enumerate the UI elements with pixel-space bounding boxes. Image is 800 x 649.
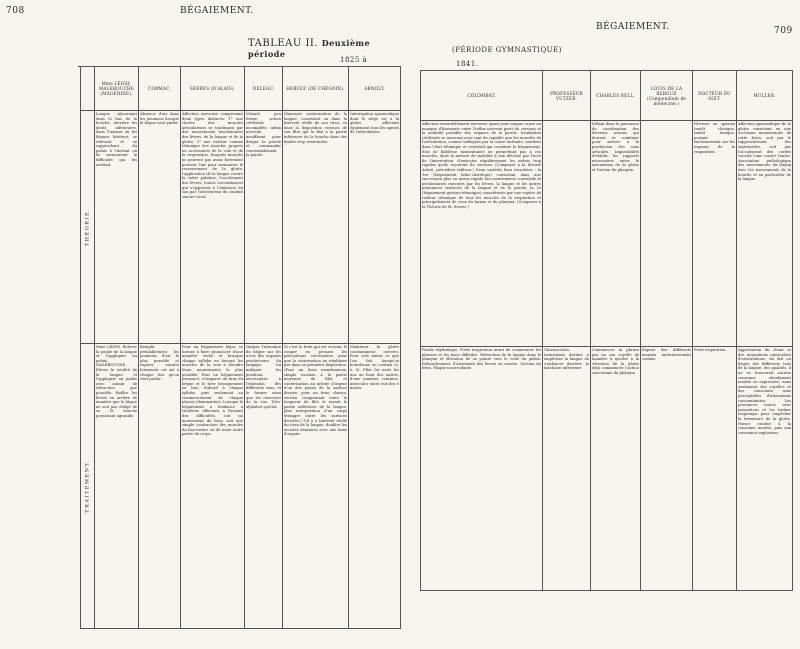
col-header: HERVEZ (DE CHÉGOIN). — [283, 67, 349, 111]
cell: Remplir préalablement les poumons d'air le plus possible et expirer ensuite fortement cet air à chaque fois qu'on veut parler. — [139, 344, 181, 629]
row-label-traitement — [81, 344, 95, 629]
cell: Affection essentiellement nerveuse ayant pour unique cause un manque d'harmonie entre l'influx nerveux parti du cerveau et la mobilité possible des organes de la parole. Irradiation cérébrale se mouvant avec tant de rapidité que les muscles de l'articulation, comme suffoqués par la cause incitante, tombent dans l'état tétanique et convulsif qui constitue le bégaiement. État de faiblesse momentanée ne permettant pas à ces muscles, dans la mesure de mobilité à eux dévolue par l'acte de l'innervation, d'exécuter régulièrement les ordres trop rapides qu'ils reçoivent du cerveau. (Comparer à la théorie Astrié, précédent tableau.) Deux variétés bien tranchées : la 1re (bégaiement labio-choréique) consistant dans une succession plus ou moins rapide des mouvements convulsifs et involontaires exécutés par les lèvres, la langue et les autres puissances motrices de la langue et de la parole; la 2e (bégaiement gutturo-tétanique) caractérisée par une espèce de roideur tétanique de tous les muscles de la respiration et principalement de ceux du larynx et du pharynx. (Comparer à la Théorie de M. Serres.) — [421, 121, 543, 347]
col-header: Mme LEIGH, MALEBOUCHE (MAGENDIE). — [95, 67, 139, 111]
row-label-text: TRAITEMENT. — [84, 459, 91, 513]
cell: Absence d'air dans les poumons lorsque le bègue veut parler. — [139, 111, 181, 344]
right-running-title: BÉGAIEMENT. — [596, 22, 670, 32]
cell: Parole rhythmique. Forte inspiration avant de commencer les phrases et les mots difficiles. Rétraction de la langue dans le pharynx et élévation de sa pointe vers le voile du palais. Rebouchement. Écartement des lèvres en arrière. Section du frein. Plaque incorrodante. — [421, 347, 543, 591]
cell: Pour un bégaiement léger, se borner à faire prononcer d'une manière sèche et brusque chaque syllabe en forçant les muscles de la voix à étendre leurs mouvements le plus possible. Pour un bégaiement prononcé, s'emparer du bras du bègue et le tirer brusquement en bas, d'abord à chaque syllabe, puis seulement au commencement de chaque phrase (dominantes). Lorsque le bégaiement a tendance à récidiver, effectuer, à l'instant des difficultés, soit un mouvement du bras, soit une simple contraction des muscles du bas-ventre ou de toute autre partie du corps. — [181, 344, 245, 629]
col-header: CORMAC. — [139, 67, 181, 111]
left-page-number: 708 — [6, 6, 25, 16]
corner-cell — [81, 67, 95, 111]
col-header: ARNOLT. — [349, 67, 401, 111]
left-table — [80, 66, 401, 629]
right-header-row — [421, 71, 793, 121]
cell: Glossoscahos. Instrument destiné à empêcher la langue de s'enfoncer derrière la mâchoire inférieure. — [543, 347, 591, 591]
cell: Diriger l'attention du bègue sur les actes des organes producteurs du langage, lui indiquer les positions nécessaires à l'émission des différents sons, et le former ainsi que les exercices de la vue. Très-alphabet spécial. — [245, 344, 283, 629]
row-label-text: THÉORIE. — [84, 207, 91, 247]
col-header: PROFESSEUR VUTZER. — [543, 71, 591, 121]
col-header: SERRES (D'ALAIS). — [181, 67, 245, 111]
cell — [641, 121, 693, 347]
col-header: CHARLES BELL. — [591, 71, 641, 121]
left-header-row — [81, 67, 401, 111]
col-header: DELEAU. — [245, 67, 283, 111]
cell: Exposé des différents moyens antérieurement connus. — [641, 347, 693, 591]
cell: Si c'est le frein qui est vicieux, le couper en prenant les précautions nécessaires pour que la cicatrisation ne rétablisse pas dans sa première disposition. (Pour un frein membraneux, simple incision à la partie moyenne du filet, et cautérisation au nitrate d'argent d'un des points de la surface divisée; pour un frein charnu, section comprenant toute la longueur du filet et rasant la partie inférieure de la langue, plus interposition d'un corps étranger entre les surfaces divisées.) S'il y a brièveté réelle du tissu de la langue, doubler les arcades dentaires avec une lame d'argent. — [283, 344, 349, 629]
table-title-text: TABLEAU II. — [248, 38, 319, 49]
cell: Approbation du chant et des intonations intercalées d'articulations, du fait ou bègue des différents tons de la langue, des qualités, il ne se trouverait aucune consonne absolument muette ou expressive, mais seulement des voyelles et des consonnes sans perceptibles d'intonations concomitantes. Les prononcer toutes avec intonations et les traîner longtemps pour empêcher la fermeture de la glotte. Passer ensuite à la consonne muette, puis aux consonnes explosives. — [737, 347, 793, 591]
col-header: MULLER. — [737, 71, 793, 121]
cell: Commencer la phrase par un son voyelle de manière à ajouter à la vibration de la glotte déjà commencée l'action souveraine du pharynx. — [591, 347, 641, 591]
table-title — [248, 38, 400, 60]
cell: Affection spasmodique de la glotte consistant en une occlusion momentanée de cette fente, soit par le rapprochement des aryténoïdes, soit par l'accolement des cordes vocales l'une contre l'autre. Association pathologique des mouvements du larynx avec les mouvements de la bouche et en particulier de la langue. — [737, 121, 793, 347]
cell: Névrose ou spasme tantôt clonique, tantôt tonique, portant exclusivement sur les organes de la respiration. — [693, 121, 737, 347]
traitement-row-right — [421, 347, 793, 591]
cell: Volonté peu ferme; action cérébrale incomplète, influx nerveux insuffisant pour diriger la parole et commander convenablement la parole. — [245, 111, 283, 344]
cell: Mme LEIGH. Relever la pointe de la langue et l'appliquer au palais. MALEBOUCHE. Élever la totalité de la langue et l'appliquer au palais avec autant de rétraction que possible. Bailler les lèvres en arrière de manière que le bègue ne soit pas obligé de se la bouche poraissant agrandie. — [95, 344, 139, 629]
cell: Mauvaise conformation de la langue, consistant ou dans la brièveté réelle de son tissu, ou dans la disposition vicieuse de son filet qui la fixe à la partie inférieure de la bouche dans des limites trop restreintes. — [283, 111, 349, 344]
cell: Affection nerveuse comprenant deux types distincts: 1° une chorée des muscles articulateurs se traduisant par des mouvements involontaires des lèvres, de la langue et de la glotte; 2° une roideur comme tétanique des muscles propres ou accessoires de la voix et de la respiration, lesquels muscles ne peuvent pas assez fortement pousser l'air pour surmonter le resserrement de la glotte, l'application de la langue contre la voûte palatine, l'accolement des lèvres, toutes circonstances qui s'opposent à l'émission du son par l'obstruction du conduit sonore vocal. — [181, 111, 245, 344]
row-label-theorie — [81, 111, 95, 344]
right-page-number: 709 — [774, 26, 793, 36]
cell: Maintenir la glotte constamment ouverte. Pour cela tenter ce que l'on fait lorsqu'on bourdonne en continu (è, è, è). Filer les mots les uns au bout des autres, d'une manière continue, intercaler entre eux des è muets. — [349, 344, 401, 629]
table-subtitle: Deuxième période — [248, 38, 371, 59]
cell: Interruption spasmodique dont le siège est à la glotte, affectant également tous les agents de l'articulation. — [349, 111, 401, 344]
col-header: DOCTEUR DU SOIT. — [693, 71, 737, 121]
cell — [543, 121, 591, 347]
right-date: 1841. — [456, 60, 479, 68]
theorie-row — [81, 111, 401, 344]
theorie-row-right — [421, 121, 793, 347]
col-header: COLOMBAT. — [421, 71, 543, 121]
cell: Forte inspiration. — [693, 347, 737, 591]
left-date: 1825 à — [340, 56, 368, 64]
col-header: LOUIS DE LA BERGUE (Compendium de médecine.) — [641, 71, 693, 121]
right-table — [420, 70, 793, 591]
traitement-row — [81, 344, 401, 629]
cell: Langue séjournant dans le bas de la bouche, derrière les dents inférieures, dans l'instant où les bègues hésitent; se relevant et se rapprochant du palais à l'instant où ils surmontent la difficulté qui les arrêtait. — [95, 111, 139, 344]
period-label: (PÉRIODE GYMNASTIQUE) — [452, 46, 562, 54]
right-page — [400, 0, 800, 649]
cell: Défaut dans la puissance de coordination des diverses actions qui doivent se combiner pour arriver à la production des sons articulés. Impossibilité d'établir les rapports nécessaires entre le mécanisme de la glotte et l'action du pharynx. — [591, 121, 641, 347]
left-running-title: BÉGAIEMENT. — [180, 6, 254, 16]
